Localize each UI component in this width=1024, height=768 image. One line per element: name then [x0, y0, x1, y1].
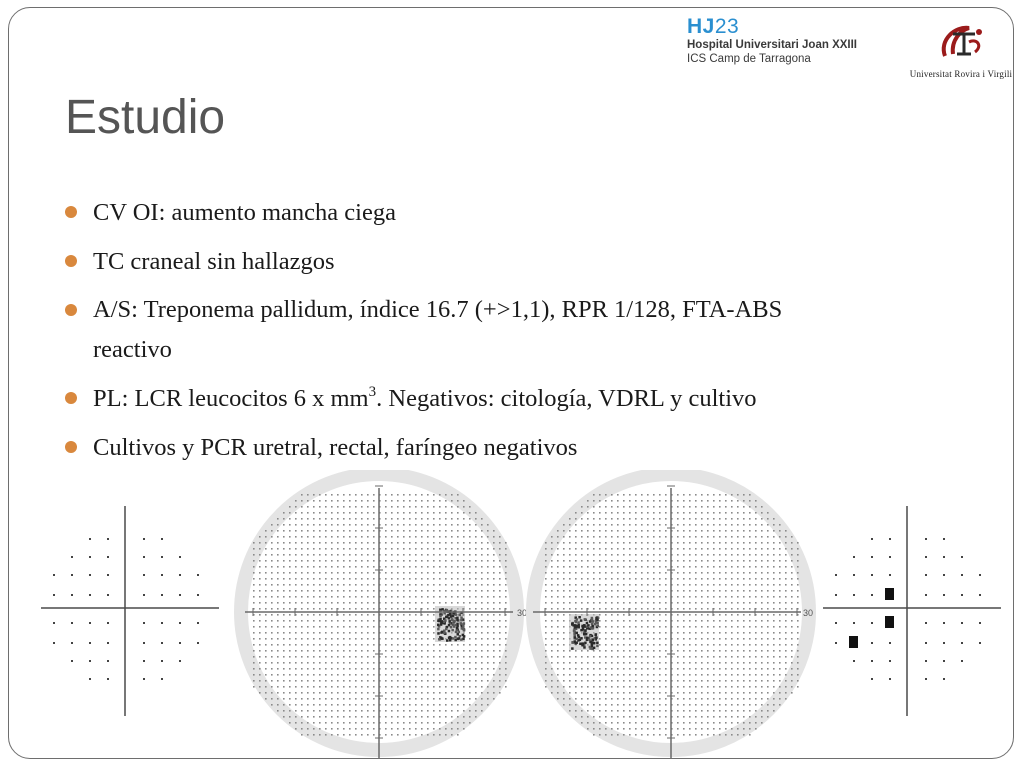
visual-field-map-right-eye — [521, 470, 817, 759]
hospital-logo — [687, 16, 857, 66]
hospital-subtitle: ICS Camp de Tarragona — [687, 53, 811, 65]
bullet-item: Cultivos y PCR uretral, rectal, faríngeo negativos — [65, 427, 995, 469]
slide-frame — [8, 7, 1014, 759]
bullet-dot-icon — [65, 206, 77, 218]
hospital-logo-mark: HJ23 — [687, 15, 740, 38]
bullet-item: A/S: Treponema pallidum, índice 16.7 (+>1,1), RPR 1/128, FTA-ABS reactivo — [65, 290, 995, 370]
visual-field-map-left-eye — [233, 470, 529, 759]
visual-field-axis-label: 30 — [803, 608, 814, 618]
bullet-dot-icon — [65, 441, 77, 453]
bullet-item: CV OI: aumento mancha ciega — [65, 192, 995, 234]
bullet-dot-icon — [65, 392, 77, 404]
bullet-item: PL: LCR leucocitos 6 x $mm^3$. Negativos: citología, VDRL y cultivo — [65, 378, 995, 420]
bullet-item: TC craneal sin hallazgos — [65, 241, 995, 283]
bullet-dot-icon — [65, 304, 77, 316]
hospital-name: Hospital Universitari Joan XXIII — [687, 39, 857, 51]
university-logo — [907, 20, 1014, 79]
bullet-dot-icon — [65, 255, 77, 267]
university-name: Universitat Rovira i Virgili — [909, 69, 1013, 79]
visual-field-grid-left — [33, 496, 223, 718]
slide-title: Estudio — [65, 91, 226, 144]
university-emblem-icon — [931, 20, 991, 62]
visual-field-grid-right — [815, 496, 1011, 718]
bullet-list — [65, 192, 995, 476]
visual-field-axis-label: 30 — [517, 608, 528, 618]
